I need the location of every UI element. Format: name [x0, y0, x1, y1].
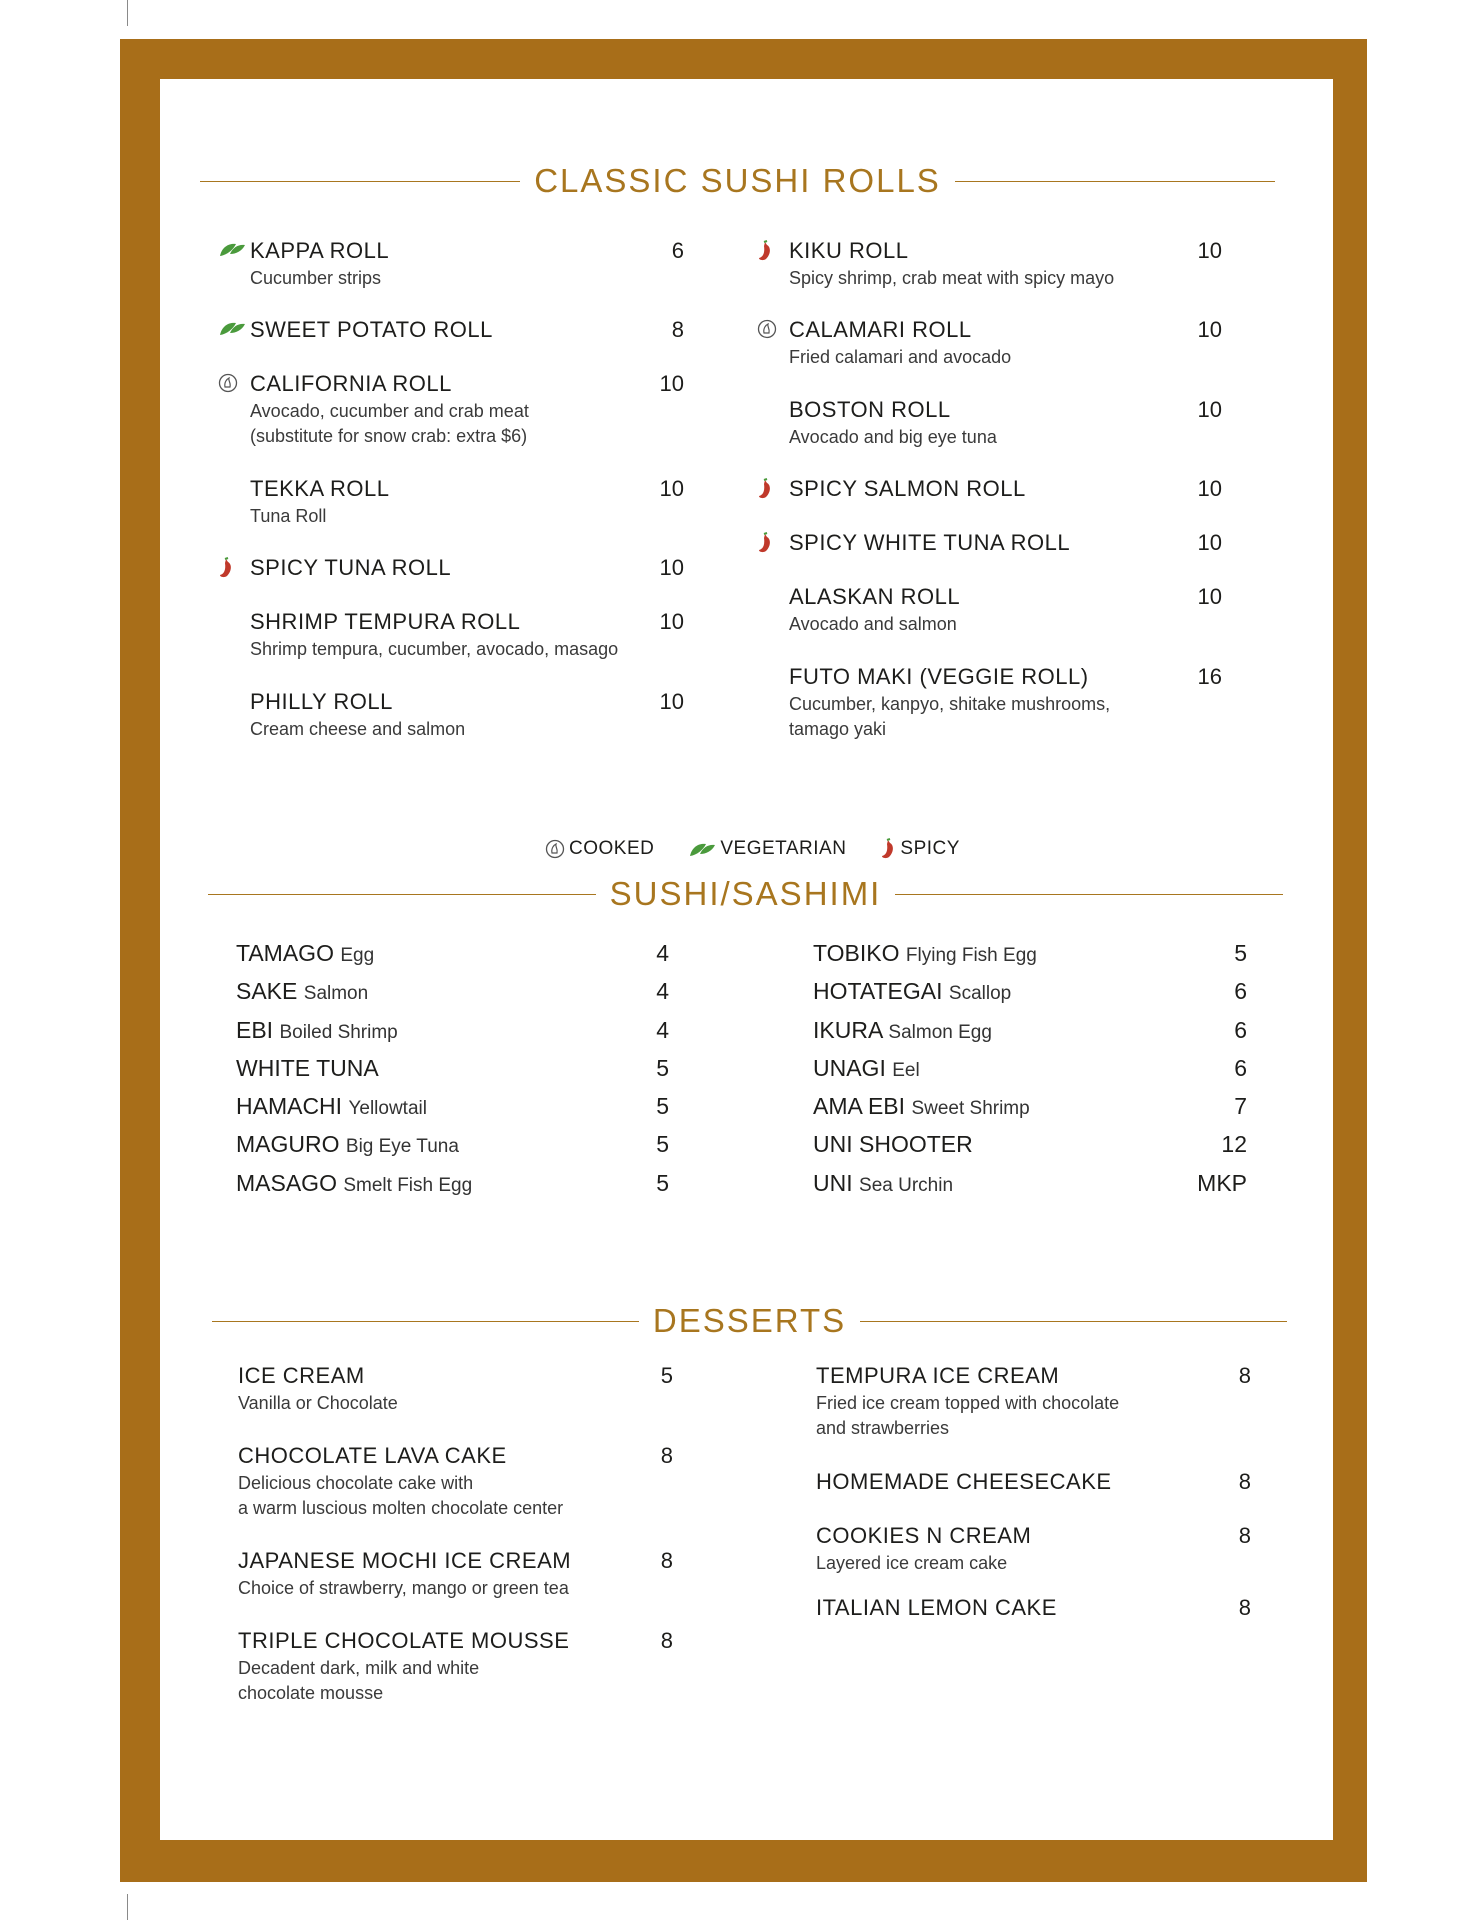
sushi-price: MKP: [1197, 1170, 1247, 1196]
desserts-section-title: DESSERTS: [652, 1302, 847, 1339]
sushi-price: 12: [1221, 1131, 1247, 1157]
item-name: SPICY TUNA ROLL: [250, 555, 452, 580]
sushi-name: UNI: [813, 1170, 853, 1196]
sushi-description: Sea Urchin: [859, 1175, 954, 1196]
chili-icon: [880, 838, 896, 860]
sushi-name: EBI: [236, 1017, 274, 1043]
legend-cooked-label: COOKED: [569, 838, 655, 859]
title-rule-left: [212, 1321, 639, 1322]
item-name: KAPPA ROLL: [250, 238, 390, 263]
menu-item-boston-roll: [789, 397, 997, 450]
sushi-description: Eel: [892, 1060, 920, 1081]
sushi-name: MASAGO: [236, 1170, 337, 1196]
sushi-item-masago: [236, 1170, 472, 1197]
item-description: Avocado and big eye tuna: [789, 427, 997, 447]
item-description: tamago yaki: [789, 719, 887, 739]
item-name: ICE CREAM: [238, 1363, 365, 1388]
legend-spicy-label: SPICY: [900, 838, 960, 859]
menu-item-japanese-mochi-ice-cream: [238, 1548, 571, 1601]
rolls-section-header: [200, 162, 1275, 200]
sushi-name: IKURA: [813, 1017, 883, 1043]
item-price: 10: [659, 689, 684, 714]
item-name: CHOCOLATE LAVA CAKE: [238, 1443, 507, 1468]
menu-item-cookies-n-cream: [816, 1523, 1031, 1576]
item-name: SHRIMP TEMPURA ROLL: [250, 609, 521, 634]
sushi-description: Sweet Shrimp: [911, 1098, 1030, 1119]
item-price: 8: [1238, 1469, 1251, 1494]
menu-item-calamari-roll: [789, 317, 1011, 370]
sushi-name: MAGURO: [236, 1131, 340, 1157]
item-description: Decadent dark, milk and white: [238, 1658, 480, 1678]
sushi-item-white-tuna: [236, 1055, 379, 1082]
item-description: Choice of strawberry, mango or green tea: [238, 1578, 569, 1598]
menu-item-tempura-ice-cream: [816, 1363, 1119, 1441]
sushi-name: HAMACHI: [236, 1093, 343, 1119]
sushi-price: 6: [1234, 978, 1247, 1004]
sushi-name: UNI SHOOTER: [813, 1131, 973, 1157]
item-name: BOSTON ROLL: [789, 397, 951, 422]
sushi-item-unagi: [813, 1055, 920, 1082]
sushi-price: 6: [1234, 1017, 1247, 1043]
item-name: TRIPLE CHOCOLATE MOUSSE: [238, 1628, 570, 1653]
item-name: SPICY WHITE TUNA ROLL: [789, 530, 1071, 555]
legend-cooked: [545, 838, 654, 860]
leaf-icon: [218, 240, 246, 263]
menu-item-sweet-potato-roll: [250, 317, 493, 343]
sushi-name: TAMAGO: [236, 940, 334, 966]
sushi-description: Big Eye Tuna: [345, 1136, 459, 1157]
item-price: 10: [1197, 238, 1222, 263]
menu-item-spicy-tuna-roll: [250, 555, 451, 581]
item-description: Spicy shrimp, crab meat with spicy mayo: [789, 268, 1115, 288]
sushi-description: Salmon: [303, 983, 369, 1004]
legend-spicy: [880, 838, 960, 860]
item-price: 5: [660, 1363, 673, 1388]
chili-icon: [757, 240, 773, 267]
title-rule-right: [860, 1321, 1287, 1322]
item-price: 8: [671, 317, 684, 342]
item-price: 10: [1197, 397, 1222, 422]
sushi-item-hamachi: [236, 1093, 427, 1120]
item-price: 10: [1197, 584, 1222, 609]
desserts-section-header: [212, 1302, 1287, 1340]
legend-vegetarian: [688, 838, 846, 860]
sushi-description: Egg: [340, 945, 375, 966]
sushi-section-title: SUSHI/SASHIMI: [609, 875, 882, 912]
sushi-description: Boiled Shrimp: [279, 1022, 398, 1043]
sushi-name: SAKE: [236, 978, 298, 1004]
item-price: 10: [1197, 530, 1222, 555]
title-rule-left: [200, 181, 520, 182]
crop-mark-bottom: [127, 1894, 128, 1920]
sushi-item-ama-ebi: [813, 1093, 1030, 1120]
item-description: chocolate mousse: [238, 1683, 384, 1703]
menu-item-kappa-roll: [250, 238, 389, 291]
item-price: 10: [1197, 476, 1222, 501]
item-price: 8: [660, 1548, 673, 1573]
menu-item-tekka-roll: [250, 476, 390, 529]
menu-item-kiku-roll: [789, 238, 1114, 291]
sushi-item-uni-shooter: [813, 1131, 973, 1158]
menu-item-spicy-white-tuna-roll: [789, 530, 1070, 556]
item-description: Shrimp tempura, cucumber, avocado, masago: [250, 639, 619, 659]
item-description: Avocado and salmon: [789, 614, 957, 634]
item-price: 6: [671, 238, 684, 263]
sushi-price: 7: [1234, 1093, 1247, 1119]
sushi-price: 5: [656, 1131, 669, 1157]
item-name: FUTO MAKI (VEGGIE ROLL): [789, 664, 1089, 689]
item-name: HOMEMADE CHEESECAKE: [816, 1469, 1112, 1494]
menu-item-alaskan-roll: [789, 584, 960, 637]
item-description: and strawberries: [816, 1418, 950, 1438]
sushi-price: 4: [656, 978, 669, 1004]
item-description: a warm luscious molten chocolate center: [238, 1498, 564, 1518]
item-description: Layered ice cream cake: [816, 1553, 1008, 1573]
menu-item-spicy-salmon-roll: [789, 476, 1026, 502]
crop-mark-top: [127, 0, 128, 26]
item-name: SPICY SALMON ROLL: [789, 476, 1026, 501]
title-rule-right: [895, 894, 1283, 895]
item-price: 8: [1238, 1523, 1251, 1548]
item-price: 10: [659, 476, 684, 501]
item-name: COOKIES N CREAM: [816, 1523, 1032, 1548]
item-description: Cucumber strips: [250, 268, 382, 288]
item-name: KIKU ROLL: [789, 238, 909, 263]
cooked-icon: [218, 373, 238, 398]
item-description: Fried calamari and avocado: [789, 347, 1012, 367]
title-rule-left: [208, 894, 596, 895]
sushi-name: AMA EBI: [813, 1093, 906, 1119]
sushi-description: Smelt Fish Egg: [343, 1175, 473, 1196]
legend: [545, 838, 994, 860]
sushi-item-hotategai: [813, 978, 1011, 1005]
sushi-item-tobiko: [813, 940, 1037, 967]
legend-vegetarian-label: VEGETARIAN: [720, 838, 847, 859]
leaf-icon: [688, 840, 716, 858]
item-description: Tuna Roll: [250, 506, 327, 526]
item-price: 16: [1197, 664, 1222, 689]
sushi-price: 6: [1234, 1055, 1247, 1081]
menu-item-shrimp-tempura-roll: [250, 609, 618, 662]
item-price: 8: [660, 1443, 673, 1468]
sushi-price: 5: [656, 1170, 669, 1196]
sushi-section-header: [208, 875, 1283, 913]
sushi-item-sake: [236, 978, 368, 1005]
sushi-name: WHITE TUNA: [236, 1055, 379, 1081]
item-description: Fried ice cream topped with chocolate: [816, 1393, 1120, 1413]
item-name: TEMPURA ICE CREAM: [816, 1363, 1060, 1388]
menu-item-ice-cream: [238, 1363, 398, 1416]
cooked-icon: [545, 839, 565, 859]
item-description: Delicious chocolate cake with: [238, 1473, 474, 1493]
cooked-icon: [757, 319, 777, 344]
item-price: 10: [659, 555, 684, 580]
menu-item-california-roll: [250, 371, 529, 449]
sushi-description: Flying Fish Egg: [905, 945, 1037, 966]
menu-item-chocolate-lava-cake: [238, 1443, 563, 1521]
item-name: SWEET POTATO ROLL: [250, 317, 493, 342]
chili-icon: [757, 478, 773, 505]
sushi-price: 5: [656, 1055, 669, 1081]
item-price: 10: [1197, 317, 1222, 342]
sushi-price: 5: [656, 1093, 669, 1119]
leaf-icon: [218, 319, 246, 342]
sushi-name: TOBIKO: [813, 940, 900, 966]
item-description: Cream cheese and salmon: [250, 719, 466, 739]
sushi-price: 4: [656, 940, 669, 966]
item-name: CALIFORNIA ROLL: [250, 371, 452, 396]
menu-item-futo-maki-veggie-roll: [789, 664, 1110, 742]
sushi-description: Salmon Egg: [888, 1022, 992, 1043]
item-name: ITALIAN LEMON CAKE: [816, 1595, 1057, 1620]
item-name: JAPANESE MOCHI ICE CREAM: [238, 1548, 572, 1573]
item-name: TEKKA ROLL: [250, 476, 390, 501]
sushi-price: 5: [1234, 940, 1247, 966]
item-description: (substitute for snow crab: extra $6): [250, 426, 528, 446]
item-price: 10: [659, 609, 684, 634]
chili-icon: [757, 532, 773, 559]
sushi-price: 4: [656, 1017, 669, 1043]
item-name: CALAMARI ROLL: [789, 317, 972, 342]
chili-icon: [218, 557, 234, 584]
menu-item-homemade-cheesecake: [816, 1469, 1112, 1495]
item-description: Avocado, cucumber and crab meat: [250, 401, 529, 421]
menu-item-philly-roll: [250, 689, 465, 742]
item-description: Cucumber, kanpyo, shitake mushrooms,: [789, 694, 1111, 714]
sushi-item-ebi: [236, 1017, 398, 1044]
item-price: 8: [660, 1628, 673, 1653]
item-price: 8: [1238, 1595, 1251, 1620]
sushi-item-uni: [813, 1170, 953, 1197]
sushi-item-maguro: [236, 1131, 459, 1158]
item-description: Vanilla or Chocolate: [238, 1393, 398, 1413]
sushi-item-ikura: [813, 1017, 992, 1044]
title-rule-right: [955, 181, 1275, 182]
menu-item-triple-chocolate-mousse: [238, 1628, 569, 1706]
sushi-name: UNAGI: [813, 1055, 886, 1081]
sushi-description: Yellowtail: [348, 1098, 427, 1119]
menu-item-italian-lemon-cake: [816, 1595, 1057, 1621]
item-name: ALASKAN ROLL: [789, 584, 961, 609]
rolls-section-title: CLASSIC SUSHI ROLLS: [534, 162, 941, 199]
sushi-description: Scallop: [948, 983, 1012, 1004]
sushi-item-tamago: [236, 940, 374, 967]
sushi-name: HOTATEGAI: [813, 978, 943, 1004]
item-price: 10: [659, 371, 684, 396]
item-price: 8: [1238, 1363, 1251, 1388]
item-name: PHILLY ROLL: [250, 689, 393, 714]
